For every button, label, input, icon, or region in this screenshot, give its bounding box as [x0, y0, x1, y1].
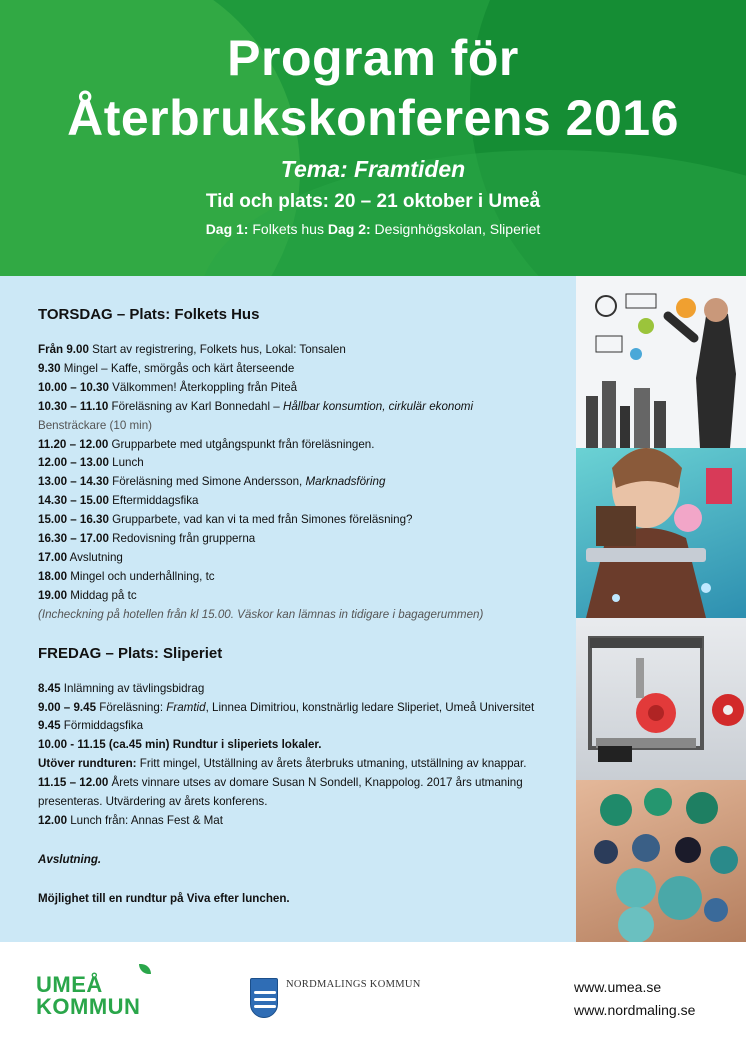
schedule-text: Inlämning av tävlingsbidrag — [60, 681, 205, 695]
schedule-text: Fritt mingel, Utställning av årets återbruks utmaning, utställning av knappar. — [136, 757, 527, 771]
day1-label: Dag 1: — [205, 221, 249, 237]
schedule-time: 10.00 - 11.15 (ca.45 min) Rundtur i sliperiets lokaler. — [38, 738, 322, 752]
days-text — [0, 221, 746, 237]
day1-place: Folkets hus — [252, 221, 324, 237]
closing-text: Avslutning. — [38, 852, 102, 866]
schedule-time: 12.00 — [38, 813, 68, 827]
schedule-time: 9.00 – 9.45 — [38, 700, 97, 714]
schedule-text: Middag på tc — [67, 588, 137, 602]
3d-printer-image — [576, 618, 746, 780]
schedule-time: 13.00 – 14.30 — [38, 475, 109, 489]
umea-logo-line-2: KOMMUN — [36, 994, 141, 1019]
schedule-text: Grupparbete, vad kan vi ta med från Simones föreläsning? — [108, 513, 413, 527]
schedule-item: Bensträckare (10 min) — [38, 418, 153, 432]
woman-with-tablet-image — [576, 448, 746, 618]
title-line-1: Program för — [227, 30, 519, 86]
schedule-time: 9.45 — [38, 719, 61, 733]
schedule-text: Årets vinnare utses av domare Susan N Sondell, Knappolog. 2017 års utmaning — [108, 776, 523, 790]
nordmaling-url-link[interactable]: www.nordmaling.se — [574, 1002, 696, 1018]
buttons-in-hand-image — [576, 780, 746, 942]
schedule-item — [38, 341, 538, 360]
schedule-time: 10.00 – 10.30 — [38, 380, 109, 394]
viva-text: Möjlighet till en rundtur på Viva efter lunchen. — [38, 891, 290, 905]
nordmaling-logo-text: NORDMALINGS KOMMUN — [286, 979, 421, 990]
schedule-text: Lunch från: Annas Fest & Mat — [67, 813, 223, 827]
time-place-text: Tid och plats: 20 – 21 oktober i Umeå — [205, 191, 541, 212]
schedule-item — [38, 755, 538, 774]
schedule-item — [38, 436, 538, 455]
business-man-infographic-image — [576, 276, 746, 448]
friday-schedule — [38, 680, 538, 831]
schedule-item — [38, 717, 538, 736]
schedule-item — [38, 812, 538, 831]
thursday-schedule — [38, 341, 538, 606]
schedule-time: 8.45 — [38, 681, 61, 695]
schedule-item — [38, 774, 538, 793]
schedule-time: 12.00 – 13.00 — [38, 456, 109, 470]
schedule-text: Lunch — [108, 456, 144, 470]
schedule-text: Välkommen! Återkoppling från Piteå — [108, 380, 298, 394]
friday-title: FREDAG – Plats: Sliperiet — [38, 644, 223, 662]
header-content — [0, 0, 746, 237]
schedule-time: 14.30 – 15.00 — [38, 494, 109, 508]
umea-kommun-logo — [36, 974, 166, 1018]
leaf-icon — [139, 964, 151, 974]
schedule-text: Redovisning från grupperna — [108, 532, 256, 546]
header-banner — [0, 0, 746, 276]
umea-url-link[interactable]: www.umea.se — [574, 979, 662, 995]
schedule-item — [38, 587, 538, 606]
schedule-item: 9.00 – 9.45 Föreläsning: Framtid, Linnea Dimitriou, konstnärlig ledare Sliperiet, Umeå Universitet — [38, 700, 535, 714]
day2-label: Dag 2: — [327, 221, 371, 237]
schedule-italic: Framtid — [166, 700, 206, 714]
schedule-time: Från 9.00 — [38, 343, 89, 356]
schedule-item — [38, 492, 538, 511]
website-links — [574, 976, 695, 1022]
schedule-item — [38, 379, 538, 398]
schedule-text: Eftermiddagsfika — [108, 494, 199, 508]
schedule-time: 18.00 — [38, 569, 68, 583]
schedule-time: 19.00 — [38, 588, 68, 602]
coat-of-arms-icon — [250, 978, 278, 1018]
schedule-text: Grupparbete med utgångspunkt från föreläsningen. — [108, 437, 375, 451]
thursday-title: TORSDAG – Plats: Folkets Hus — [38, 306, 260, 323]
schedule-italic: Hållbar konsumtion, cirkulär ekonomi — [282, 399, 474, 413]
schedule-text: Föreläsning: — [96, 700, 167, 714]
schedule-time: 11.20 – 12.00 — [38, 437, 109, 451]
schedule-text: Föreläsning med Simone Andersson, — [108, 475, 306, 489]
schedule-item — [38, 530, 538, 549]
image-column — [576, 276, 746, 942]
schedule-item — [38, 473, 538, 492]
schedule-time: 9.30 — [38, 361, 61, 375]
schedule-time: 15.00 – 16.30 — [38, 513, 109, 527]
schedule-text: Start av registrering, Folkets hus, Lokal: Tonsalen — [88, 343, 346, 356]
schedule-text: Förmiddagsfika — [60, 719, 144, 733]
title-line-2: Återbrukskonferens 2016 — [67, 90, 679, 146]
schedule-item — [38, 680, 538, 699]
schedule-time: Utöver rundturen: — [38, 757, 137, 771]
schedule-item: presenteras. Utvärdering av årets konferens. — [38, 795, 268, 809]
program-panel — [0, 276, 576, 942]
checkin-note: (Incheckning på hotellen från kl 15.00. Väskor kan lämnas in tidigare i bagagerummen) — [38, 607, 484, 621]
schedule-item — [38, 454, 538, 473]
schedule-time: 16.30 – 17.00 — [38, 532, 109, 546]
schedule-text: Mingel och underhållning, tc — [67, 569, 215, 583]
umea-logo-line-1: UMEÅ — [36, 972, 103, 997]
schedule-text: Föreläsning av Karl Bonnedahl – — [108, 399, 283, 413]
schedule-item — [38, 568, 538, 587]
footer — [0, 942, 746, 1056]
theme-text: Tema: Framtiden — [280, 156, 466, 182]
page-title — [0, 0, 746, 148]
schedule-italic: Marknadsföring — [305, 475, 386, 489]
schedule-item — [38, 360, 538, 379]
schedule-item — [38, 398, 538, 417]
schedule-text: Mingel – Kaffe, smörgås och kärt återseende — [60, 361, 295, 375]
schedule-time: 11.15 – 12.00 — [38, 776, 109, 790]
schedule-time: 17.00 — [38, 550, 68, 564]
schedule-item — [38, 511, 538, 530]
schedule-item — [38, 736, 538, 755]
schedule-time: 10.30 – 11.10 — [38, 399, 109, 413]
day2-place: Designhögskolan, Sliperiet — [374, 221, 541, 237]
schedule-item — [38, 549, 538, 568]
schedule-text: Avslutning — [67, 550, 123, 564]
